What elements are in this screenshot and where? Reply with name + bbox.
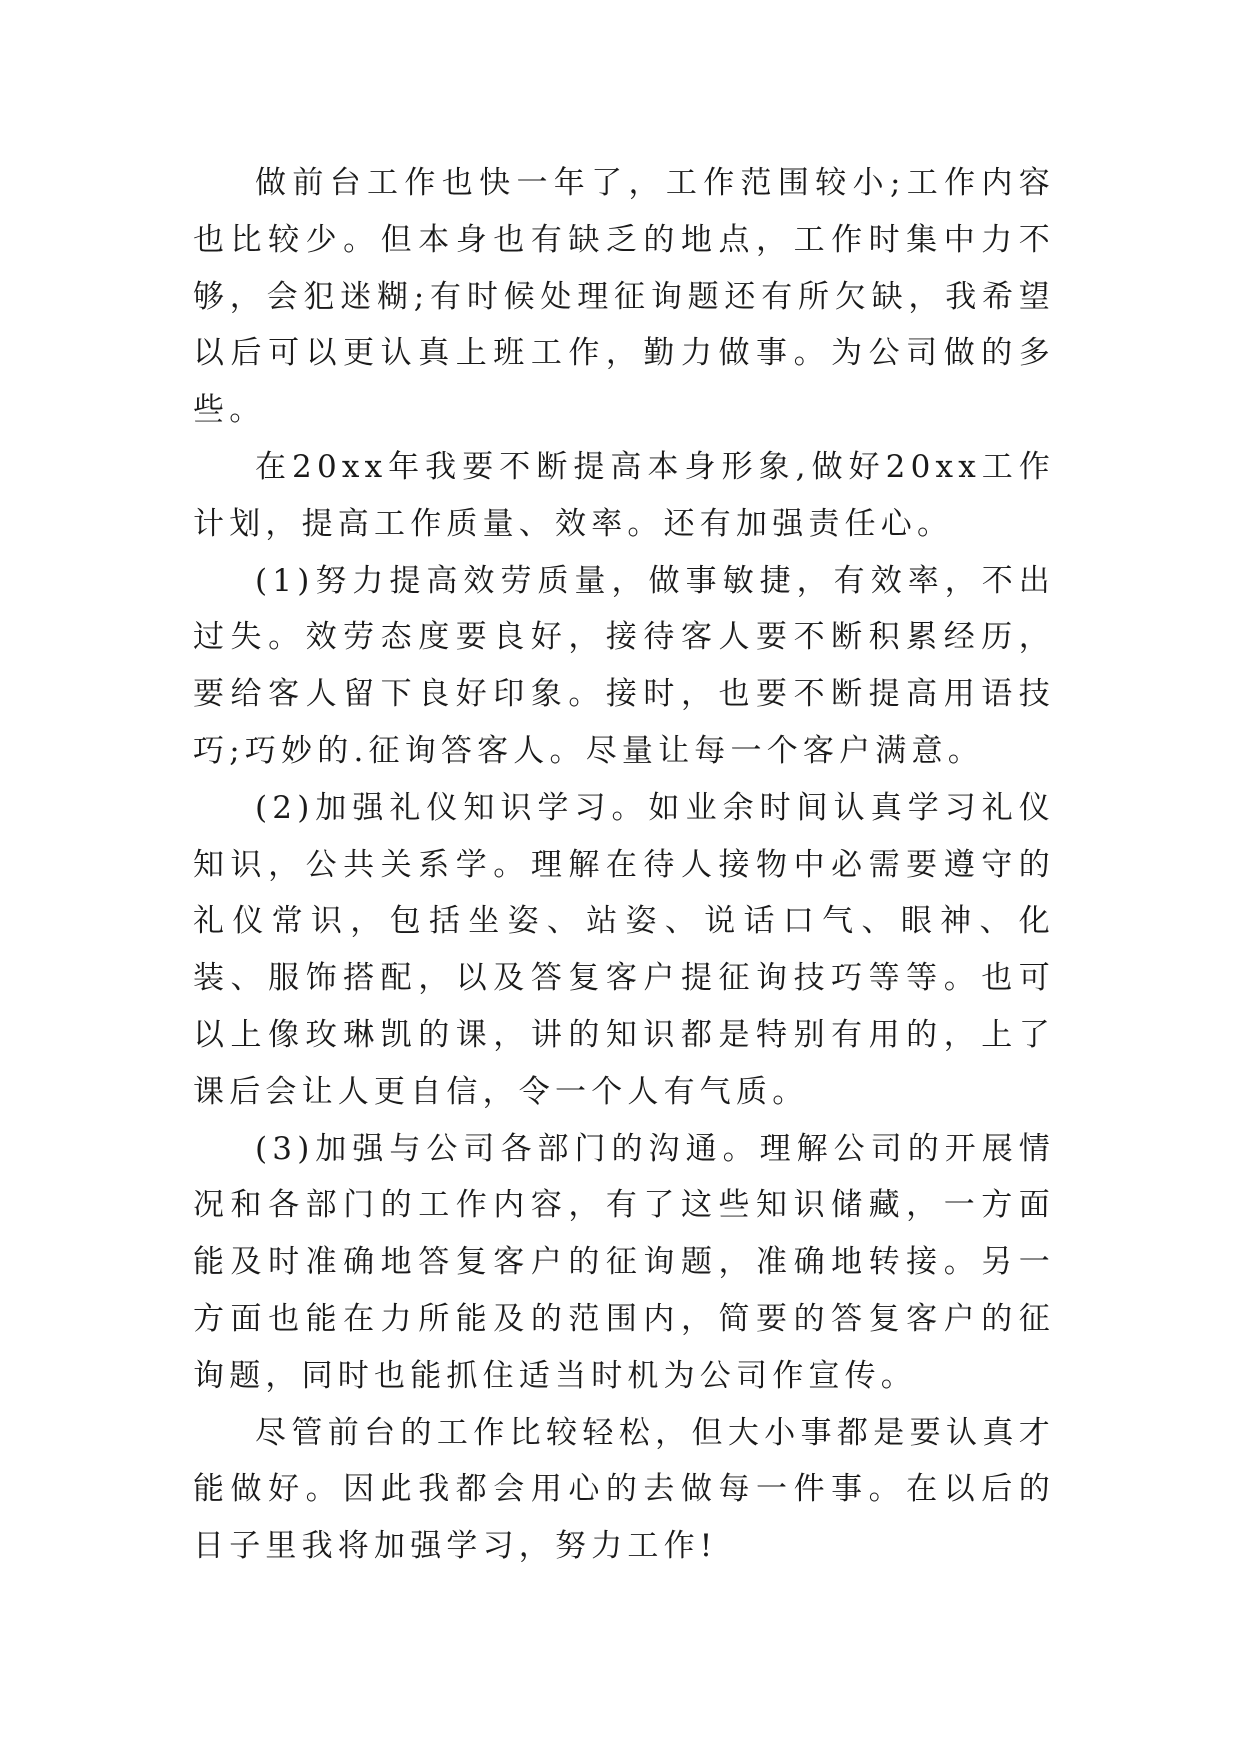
paragraph-intro: 做前台工作也快一年了，工作范围较小;工作内容也比较少。但本身也有缺乏的地点，工作时集中力不够，会犯迷糊;有时候处理征询题还有所欠缺，我希望以后可以更认真上班工作，勤力做事。为公司做的多些。 [193,165,1055,429]
document-body [193,155,1055,1575]
paragraph-item-1: (1)努力提高效劳质量，做事敏捷，有效率，不出过失。效劳态度要良好，接待客人要不断积累经历，要给客人留下良好印象。接时，也要不断提高用语技巧;巧妙的.征询答客人。尽量让每一个客户满意。 [193,562,1055,769]
paragraph-plan: 在20xx年我要不断提高本身形象,做好20xx工作计划，提高工作质量、效率。还有加强责任心。 [193,448,1055,542]
paragraph-conclusion: 尽管前台的工作比较轻松，但大小事都是要认真才能做好。因此我都会用心的去做每一件事。在以后的日子里我将加强学习，努力工作! [193,1414,1055,1565]
paragraph-item-3: (3)加强与公司各部门的沟通。理解公司的开展情况和各部门的工作内容，有了这些知识储藏，一方面能及时准确地答复客户的征询题，准确地转接。另一方面也能在力所能及的范围内，简要的答复客户的征询题，同时也能抓住适当时机为公司作宣传。 [193,1130,1055,1394]
paragraph-item-2: (2)加强礼仪知识学习。如业余时间认真学习礼仪知识，公共关系学。理解在待人接物中必需要遵守的礼仪常识，包括坐姿、站姿、说话口气、眼神、化装、服饰搭配，以及答复客户提征询技巧等等。也可以上像玫琳凯的课，讲的知识都是特别有用的，上了课后会让人更自信，令一个人有气质。 [193,789,1055,1110]
